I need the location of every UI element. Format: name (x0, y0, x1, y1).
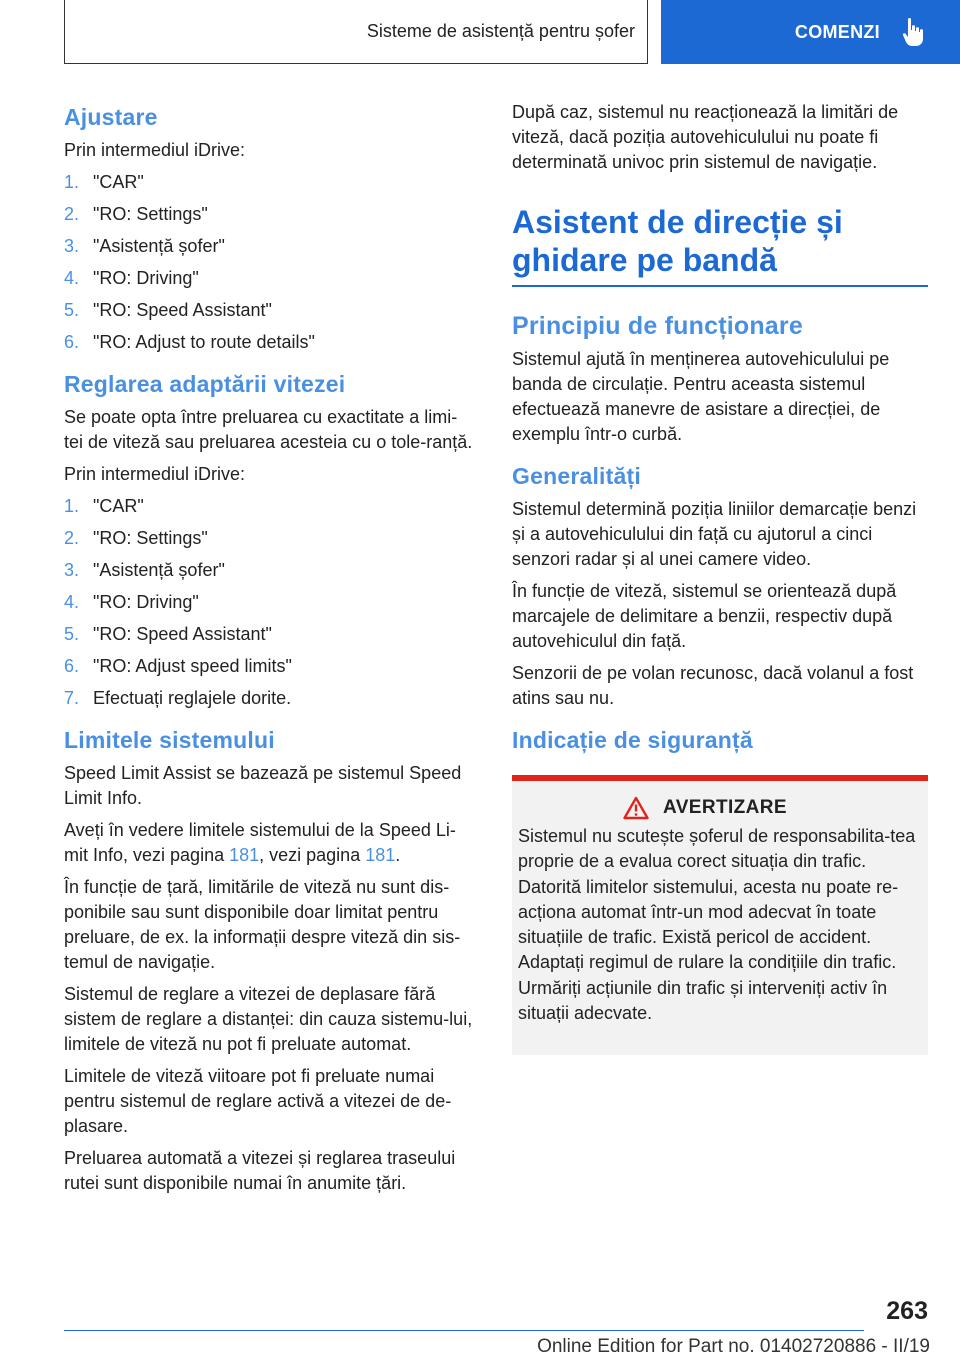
page-number: 263 (886, 1297, 928, 1325)
heading-limitele: Limitele sistemului (64, 727, 275, 753)
page-link[interactable]: 181 (365, 845, 396, 865)
paragraph: Senzorii de pe volan recunosc, dacă volanul a fost atins sau nu. (512, 663, 914, 708)
list-item: 7. Efectuați reglajele dorite. (64, 688, 292, 708)
heading-indicatie: Indicație de siguranță (512, 727, 753, 753)
right-column (512, 100, 928, 1055)
left-column (64, 100, 476, 1203)
list-item: 1. "CAR" (64, 172, 144, 192)
paragraph: Speed Limit Assist se bazează pe sistemul Speed Limit Info. (64, 763, 462, 808)
paragraph: Sistemul de reglare a vitezei de deplasare fără sistem de reglare a distanței: din cauza sistemu-lui, limitele de viteză nu pot fi preluate automat. (64, 984, 473, 1054)
heading-principiu: Principiu de funcționare (512, 312, 803, 340)
chapter-title: Asistent de direcție și ghidare pe bandă (512, 203, 928, 287)
list-item: 6. "RO: Adjust to route details" (64, 332, 315, 352)
tab-label: COMENZI (794, 21, 880, 42)
warning-title: AVERTIZARE (518, 795, 922, 820)
section-title: Sisteme de asistență pentru șofer (64, 0, 648, 64)
steps-list-reglarea (64, 494, 476, 711)
paragraph: În funcție de țară, limitările de viteză nu sunt dis-ponibile sau sunt disponibile doar limitat pentru preluare, de ex. la informații despre viteză din sis-temul de navigație. (64, 877, 461, 972)
paragraph: În funcție de viteză, sistemul se orientează după marcajele de delimitare a benzii, respectiv după autovehiculul din față. (512, 581, 897, 651)
page-link[interactable]: 181 (229, 845, 260, 865)
list-item: 6. "RO: Adjust speed limits" (64, 656, 292, 676)
list-item: 3. "Asistență șofer" (64, 236, 225, 256)
list-item: 4. "RO: Driving" (64, 268, 199, 288)
paragraph: Prin intermediul iDrive: (64, 140, 246, 160)
page-header (0, 0, 960, 66)
list-item: 4. "RO: Driving" (64, 592, 199, 612)
list-item: 3. "Asistență șofer" (64, 560, 225, 580)
paragraph: Aveți în vedere limitele sistemului de la Speed Li-mit Info, vezi pagina 181, vezi pagina 181. (64, 820, 456, 865)
list-item: 5. "RO: Speed Assistant" (64, 624, 272, 644)
list-item: 2. "RO: Settings" (64, 528, 208, 548)
paragraph: Se poate opta între preluarea cu exactitate a limi-tei de viteză sau preluarea acesteia cu o tole-ranță. (64, 407, 473, 452)
paragraph: După caz, sistemul nu reacționează la limitări de viteză, dacă poziția autovehiculului nu poate fi determinată univoc prin sistemul de navigație. (512, 102, 899, 172)
hand-pointer-icon (902, 17, 924, 47)
heading-generalitati: Generalități (512, 463, 641, 489)
paragraph: Prin intermediul iDrive: (64, 464, 246, 484)
paragraph: Sistemul ajută în menținerea autovehiculului pe banda de circulație. Pentru aceasta sistemul efectuează manevre de asistare a direcției, de exemplu într-o curbă. (512, 349, 890, 444)
heading-ajustare: Ajustare (64, 104, 158, 130)
paragraph: Sistemul determină poziția liniilor demarcație benzi și a autovehiculului din față cu ajutorul a cinci senzori radar și al unei camere video. (512, 499, 917, 569)
paragraph: Limitele de viteză viitoare pot fi preluate numai pentru sistemul de reglare activă a vitezei de de-plasare. (64, 1066, 452, 1136)
edition-text: Online Edition for Part no. 01402720886 - II/19 (537, 1336, 930, 1357)
list-item: 5. "RO: Speed Assistant" (64, 300, 272, 320)
warning-box (512, 775, 928, 1055)
warning-triangle-icon (623, 796, 649, 820)
warning-text: Sistemul nu scutește șoferul de responsabilita-tea proprie de a evalua corect situația din trafic. Datorită limitelor sistemului, acesta nu poate re-acționa automat într-un mod adecvat în toate situațiile de trafic. Există pericol de accident. Adaptați regimul de rulare la condițiile din trafic. Urmăriți acțiunile din trafic și interveniți activ în situații adecvate. (518, 826, 916, 1024)
tab-comenzi[interactable] (661, 0, 960, 64)
steps-list-ajustare (64, 170, 476, 355)
footer-divider (64, 1330, 864, 1331)
list-item: 1. "CAR" (64, 496, 144, 516)
list-item: 2. "RO: Settings" (64, 204, 208, 224)
paragraph: Preluarea automată a vitezei și reglarea traseului rutei sunt disponibile numai în anumite țări. (64, 1148, 456, 1193)
heading-reglarea: Reglarea adaptării vitezei (64, 371, 346, 397)
